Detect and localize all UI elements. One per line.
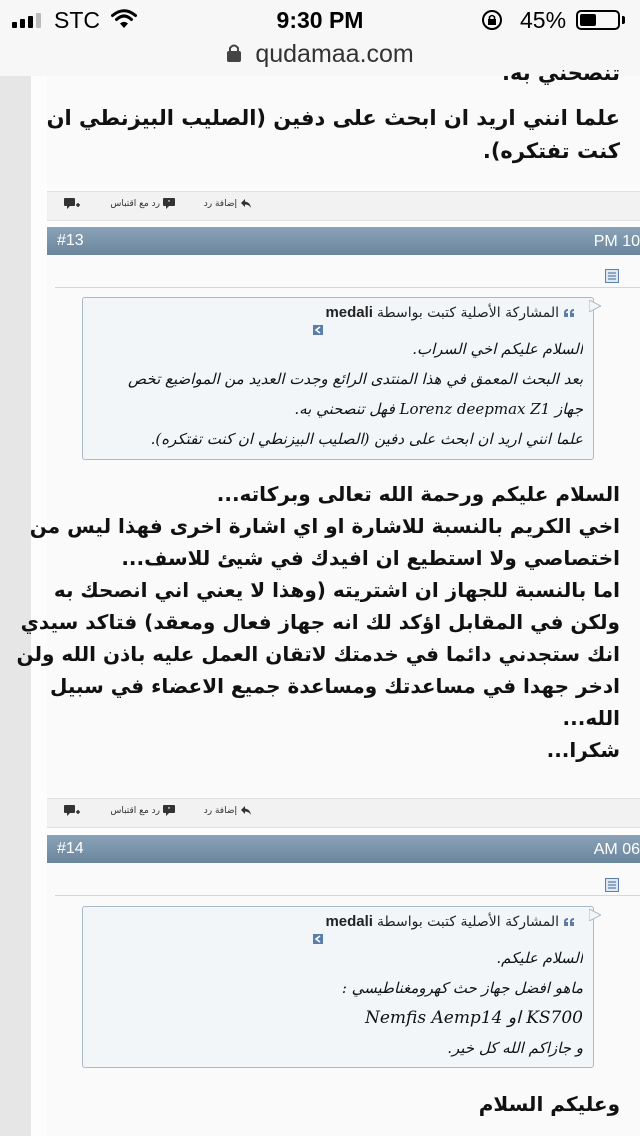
quote-marks-icon <box>563 917 575 927</box>
reply-line: اختصاصي ولا استطيع ان افيدك في شيئ للاسف... <box>121 546 620 570</box>
multi-quote-icon <box>64 805 80 817</box>
svg-text:": " <box>167 806 171 814</box>
post-time: PM 10 <box>593 233 640 250</box>
reply-line: وعليكم السلام <box>478 1092 620 1116</box>
quote-line: جهاز Lorenz deepmax Z1 فهل تنصحني به. <box>294 400 583 418</box>
post-document-icon <box>605 877 619 896</box>
reply-line: ادخر جهدا في مساعدتك ومساعدة جميع الاعضاء في سبيل <box>50 674 620 698</box>
reply-line: انك ستجدني دائما في خدمتك لاتقان العمل عليه باذن الله ولن <box>16 642 620 666</box>
multi-quote-icon <box>64 198 80 210</box>
reply-line: السلام عليكم ورحمة الله تعالى وبركاته... <box>216 482 620 506</box>
quote-box <box>82 297 594 460</box>
reply-arrow-icon <box>240 805 252 816</box>
add-reply-button[interactable] <box>204 198 252 209</box>
reply-line: اخي الكريم بالنسبة للاشارة او اي اشارة اخرى فهذا ليس من <box>29 514 620 538</box>
add-reply-button[interactable] <box>204 805 252 816</box>
quote-line: السلام عليكم اخي السراب. <box>412 340 583 358</box>
multi-quote-button[interactable] <box>64 198 80 210</box>
battery-tip <box>622 16 625 24</box>
battery-percent: 45% <box>520 7 567 33</box>
quote-text <box>89 943 583 1063</box>
previous-post-line: علما انني اريد ان ابحث على دفين (الصليب البيزنطي ان <box>46 106 620 130</box>
post-reply-text <box>16 478 640 766</box>
post-header <box>47 227 640 255</box>
post-footer <box>47 798 640 828</box>
quote-line: علما انني اريد ان ابحث على دفين (الصليب البيزنطي ان كنت تفتكره). <box>150 430 583 448</box>
post-footer <box>47 191 640 221</box>
quote-header <box>325 913 575 930</box>
page-url[interactable]: qudamaa.com <box>255 40 414 68</box>
post-header <box>47 835 640 863</box>
add-reply-label: إضافة رد <box>203 805 237 816</box>
reply-with-quote-label: رد مع اقتباس <box>110 805 160 816</box>
post-number[interactable]: #13 <box>57 232 84 249</box>
quote-header <box>325 304 575 321</box>
svg-text:": " <box>167 199 171 207</box>
multi-quote-button[interactable] <box>64 805 80 817</box>
reply-with-quote-label: رد مع اقتباس <box>110 198 160 209</box>
post-divider <box>55 895 640 896</box>
reply-line: ولكن في المقابل اؤكد لك انه جهاز فعال ومعقد) فتاكد سيدي <box>20 610 620 634</box>
clock: 9:30 PM <box>276 7 364 33</box>
status-bar <box>0 0 640 40</box>
reply-arrow-icon <box>240 198 252 209</box>
quote-pointer-icon <box>589 300 601 312</box>
reply-with-quote-button[interactable] <box>110 805 175 816</box>
quote-line: و جازاكم الله كل خير. <box>447 1039 583 1057</box>
quote-marks-icon <box>563 308 575 318</box>
quote-line: بعد البحث المعمق في هذا المنتدى الرائع وجدت العديد من المواضيع تخص <box>128 370 583 388</box>
reply-with-quote-button[interactable] <box>110 198 175 209</box>
quote-line: Nemfis Aemp14 او KS700 <box>364 1008 583 1028</box>
reply-line: شكرا... <box>546 738 620 762</box>
reply-line: الله... <box>562 706 620 730</box>
post-divider <box>55 287 640 288</box>
previous-post-line: كنت تفتكره). <box>482 139 620 163</box>
previous-post-partial-line: تنصحني به. <box>501 64 620 85</box>
quote-author[interactable]: medali <box>325 304 373 321</box>
quote-bubble-icon <box>163 805 175 816</box>
orientation-lock-icon <box>480 9 504 35</box>
post-time: AM 06 <box>593 841 640 858</box>
post-number[interactable]: #14 <box>57 840 84 857</box>
battery-level-fill <box>580 14 596 26</box>
quote-pointer-icon <box>589 909 601 921</box>
quote-text <box>89 334 583 454</box>
post-document-icon <box>605 268 619 287</box>
quote-header-prefix: المشاركة الأصلية كتبت بواسطة <box>376 913 559 930</box>
post-reply-text <box>47 1088 640 1120</box>
quote-line: ماهو افضل جهاز حث كهرومغناطيسي : <box>341 979 583 997</box>
quote-line: السلام عليكم. <box>496 949 583 967</box>
quote-header-prefix: المشاركة الأصلية كتبت بواسطة <box>376 304 559 321</box>
battery-icon <box>576 10 620 30</box>
quote-author[interactable]: medali <box>325 913 373 930</box>
quote-bubble-icon <box>163 198 175 209</box>
reply-line: اما بالنسبة للجهاز ان اشتريته (وهذا لا يعني اني انصحك به <box>53 578 620 602</box>
previous-post-text <box>46 64 640 188</box>
carrier-name: STC <box>54 7 100 33</box>
add-reply-label: إضافة رد <box>203 198 237 209</box>
secure-lock-icon <box>226 43 242 67</box>
quote-box <box>82 906 594 1068</box>
